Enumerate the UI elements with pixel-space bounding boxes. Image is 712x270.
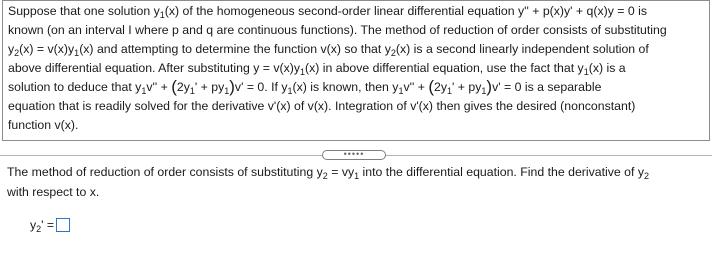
question-text	[7, 162, 707, 202]
intro-text-segment: solution to deduce that y	[8, 80, 142, 94]
intro-line-3	[8, 40, 706, 59]
left-paren: (	[428, 77, 435, 96]
subscript: 1	[159, 10, 165, 20]
left-paren: (	[171, 77, 177, 96]
answer-row	[30, 216, 70, 234]
answer-label-main: y	[30, 218, 37, 232]
intro-text-segment: function v(x).	[8, 118, 79, 132]
right-paren: )	[229, 77, 235, 96]
intro-text-segment: ' + py	[194, 80, 225, 94]
answer-input[interactable]	[56, 218, 70, 232]
intro-text-segment: 2y	[434, 80, 448, 94]
intro-text-segment: y	[8, 42, 15, 56]
intro-line-4	[8, 59, 706, 78]
subscript: 1	[481, 86, 487, 96]
subscript: 1	[141, 86, 147, 96]
intro-text-segment: (x) and attempting to determine the function v(x) so that y	[79, 42, 391, 56]
right-paren: )	[486, 77, 493, 96]
intro-text-segment: v'' +	[403, 80, 429, 94]
intro-line-1	[8, 2, 706, 21]
intro-line-6	[8, 97, 706, 116]
intro-text-segment: (x) of the homogeneous second-order linear differential equation y'' + p(x)y' + q(x)y = 0 is	[164, 4, 648, 18]
intro-text-segment: (x) is known, then y	[292, 80, 399, 94]
intro-text-segment: v' = 0. If y	[234, 80, 288, 94]
answer-label	[30, 218, 54, 232]
intro-text-segment: above differential equation. After substituting y = v(x)y	[8, 61, 300, 75]
intro-text-segment: known (on an interval I where p and q are continuous functions). The method of reduction of order consists of substituting	[8, 23, 667, 37]
intro-text-segment: (x) is a second linearly independent solution of	[395, 42, 649, 56]
subscript: 2	[390, 48, 396, 58]
intro-text-segment: Suppose that one solution y	[8, 4, 160, 18]
intro-line-7	[8, 116, 706, 135]
expand-toggle-button[interactable]: •••••	[322, 150, 386, 160]
question-line-1	[7, 162, 707, 182]
intro-text-segment: 2y	[176, 80, 190, 94]
subscript: 1	[300, 67, 306, 77]
intro-text-segment: (x) is a	[588, 61, 626, 75]
intro-box	[2, 0, 710, 141]
subscript: 1	[398, 86, 404, 96]
intro-text-segment: (x) in above differential equation, use the fact that y	[305, 61, 584, 75]
intro-line-2	[8, 21, 706, 40]
subscript: 1	[189, 86, 195, 96]
intro-text-segment: v'' +	[146, 80, 172, 94]
question-text-segment: = vy	[327, 165, 355, 179]
subscript: 1	[583, 67, 589, 77]
question-text-segment: The method of reduction of order consists of substituting y	[7, 165, 323, 179]
question-text-segment: into the differential equation. Find the derivative of y	[359, 165, 644, 179]
subscript: 2	[643, 171, 649, 181]
subscript: 1	[224, 86, 230, 96]
intro-paragraph	[8, 2, 706, 135]
subscript: 2	[36, 224, 42, 234]
answer-label-tail: ' =	[41, 218, 55, 232]
subscript: 1	[74, 48, 80, 58]
question-line-2: with respect to x.	[7, 185, 100, 199]
intro-text-segment: v' = 0 is a separable	[492, 80, 602, 94]
subscript: 1	[354, 171, 360, 181]
intro-line-5	[8, 78, 706, 97]
subscript: 1	[447, 86, 453, 96]
intro-text-segment: (x) = v(x)y	[19, 42, 75, 56]
intro-text-segment: ' + py	[452, 80, 482, 94]
intro-text-segment: equation that is readily solved for the derivative v'(x) of v(x). Integration of v'(x) then gives the desired (nonconstant)	[8, 99, 636, 113]
subscript: 2	[14, 48, 20, 58]
subscript: 1	[287, 86, 293, 96]
subscript: 2	[322, 171, 328, 181]
